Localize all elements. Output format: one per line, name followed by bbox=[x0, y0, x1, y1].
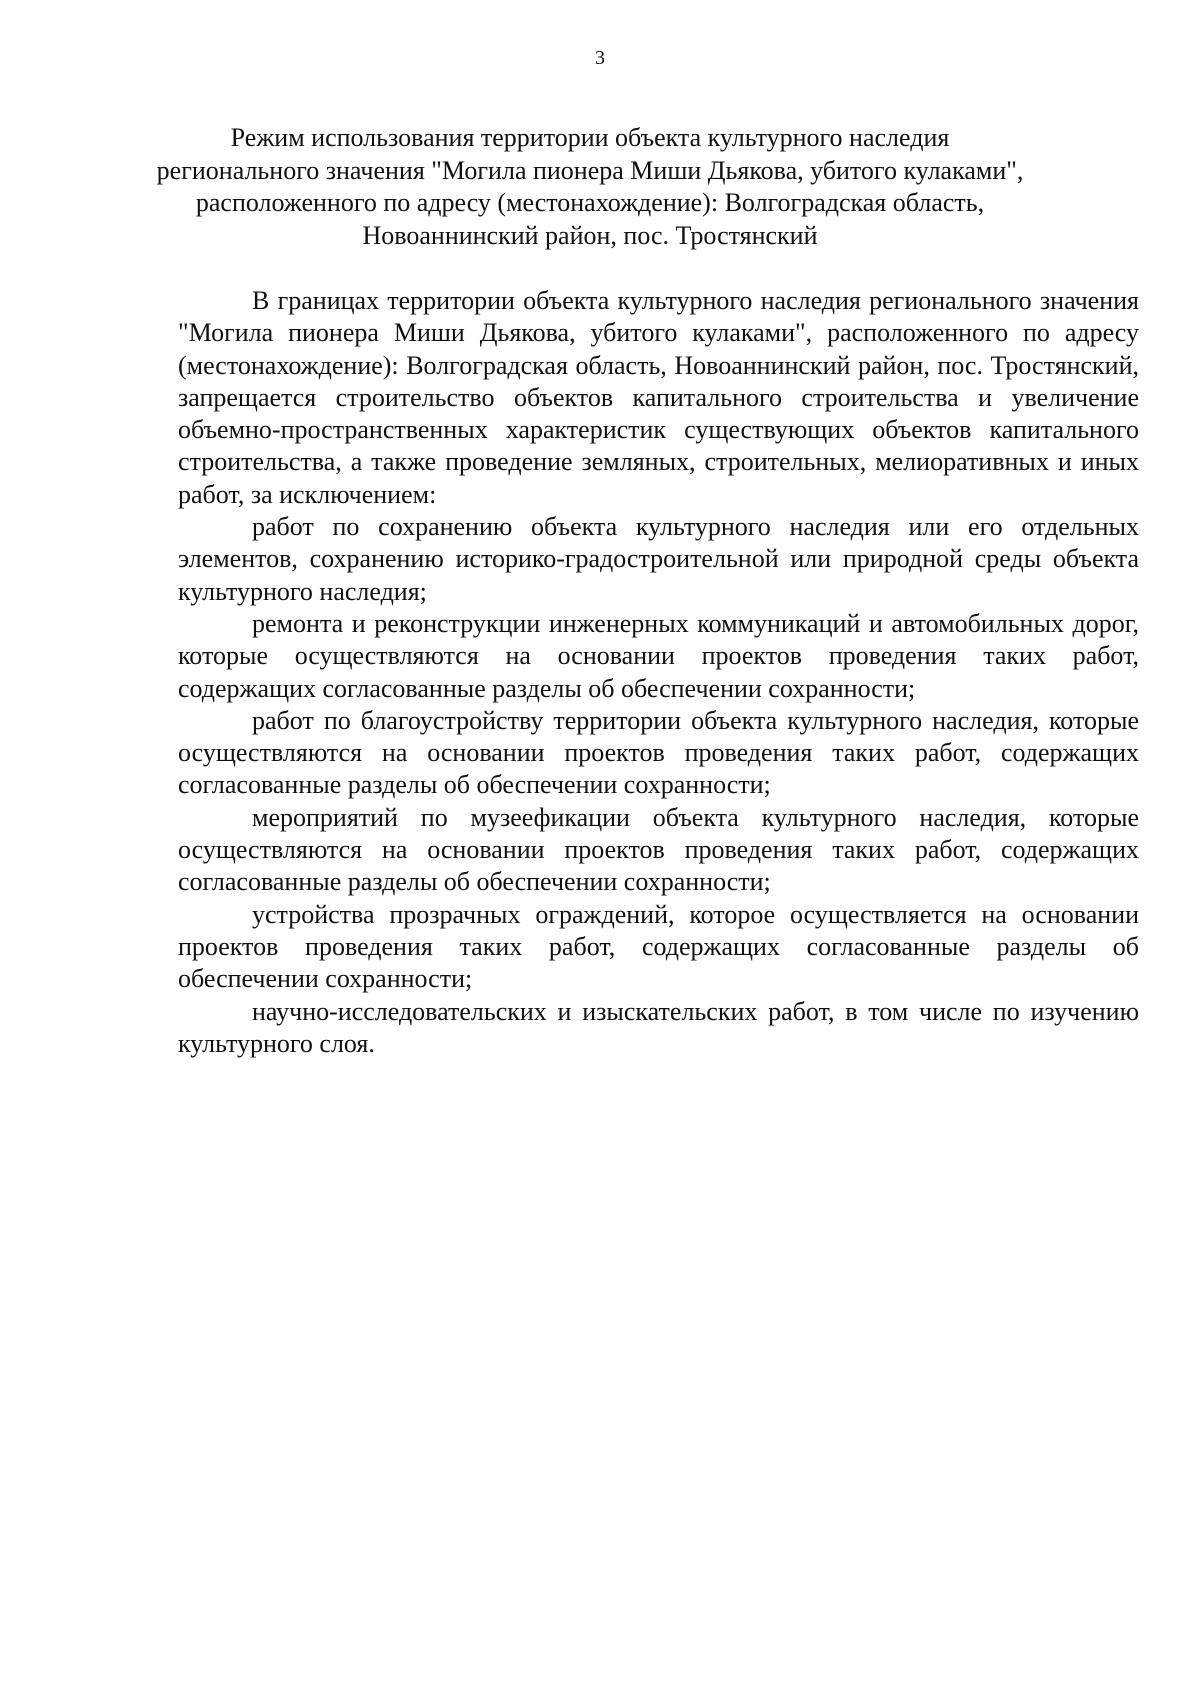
exception-item: научно-исследовательских и изыскательских работ, в том числе по изучению культурного слоя. bbox=[178, 996, 1139, 1058]
document-body bbox=[178, 285, 1139, 1060]
exception-item: мероприятий по музеефикации объекта культурного наследия, которые осуществляются на основании проектов проведения таких работ, содержащих согласованные разделы об обеспечении сохранности; bbox=[178, 802, 1139, 897]
title-line: регионального значения "Могила пионера Миши Дьякова, убитого кулаками", bbox=[156, 155, 1024, 185]
title-line: Режим использования территории объекта культурного наследия bbox=[230, 123, 950, 152]
intro-paragraph: В границах территории объекта культурного наследия регионального значения "Могила пионера Миши Дьякова, убитого кулаками", расположенного по адресу (местонахождение): Волгоградская область, Новоаннинский район, пос. Тростянский, запрещается строительство объектов капитального строительства и увеличение объемно-пространственных характеристик существующих объектов капитального строительства, а также проведение земляных, строительных, мелиоративных и иных работ, за исключением: bbox=[178, 286, 1139, 509]
page-number: 3 bbox=[595, 47, 605, 69]
exception-item: работ по сохранению объекта культурного наследия или его отдельных элементов, сохранению историко-градостроительной или природной среды объекта культурного наследия; bbox=[178, 512, 1139, 606]
exception-item: работ по благоустройству территории объекта культурного наследия, которые осуществляются на основании проектов проведения таких работ, содержащих согласованные разделы об обеспечении сохранности; bbox=[178, 705, 1139, 800]
title-line: расположенного по адресу (местонахождение): Волгоградская область, bbox=[195, 188, 985, 217]
exception-item: устройства прозрачных ограждений, которое осуществляется на основании проектов проведения таких работ, содержащих согласованные разделы об обеспечении сохранности; bbox=[178, 899, 1139, 994]
exception-item: ремонта и реконструкции инженерных коммуникаций и автомобильных дорог, которые осуществляются на основании проектов проведения таких работ, содержащих согласованные разделы об обеспечении сохранности; bbox=[178, 608, 1139, 703]
document-title bbox=[150, 122, 1030, 252]
title-line: Новоаннинский район, пос. Тростянский bbox=[362, 220, 818, 250]
